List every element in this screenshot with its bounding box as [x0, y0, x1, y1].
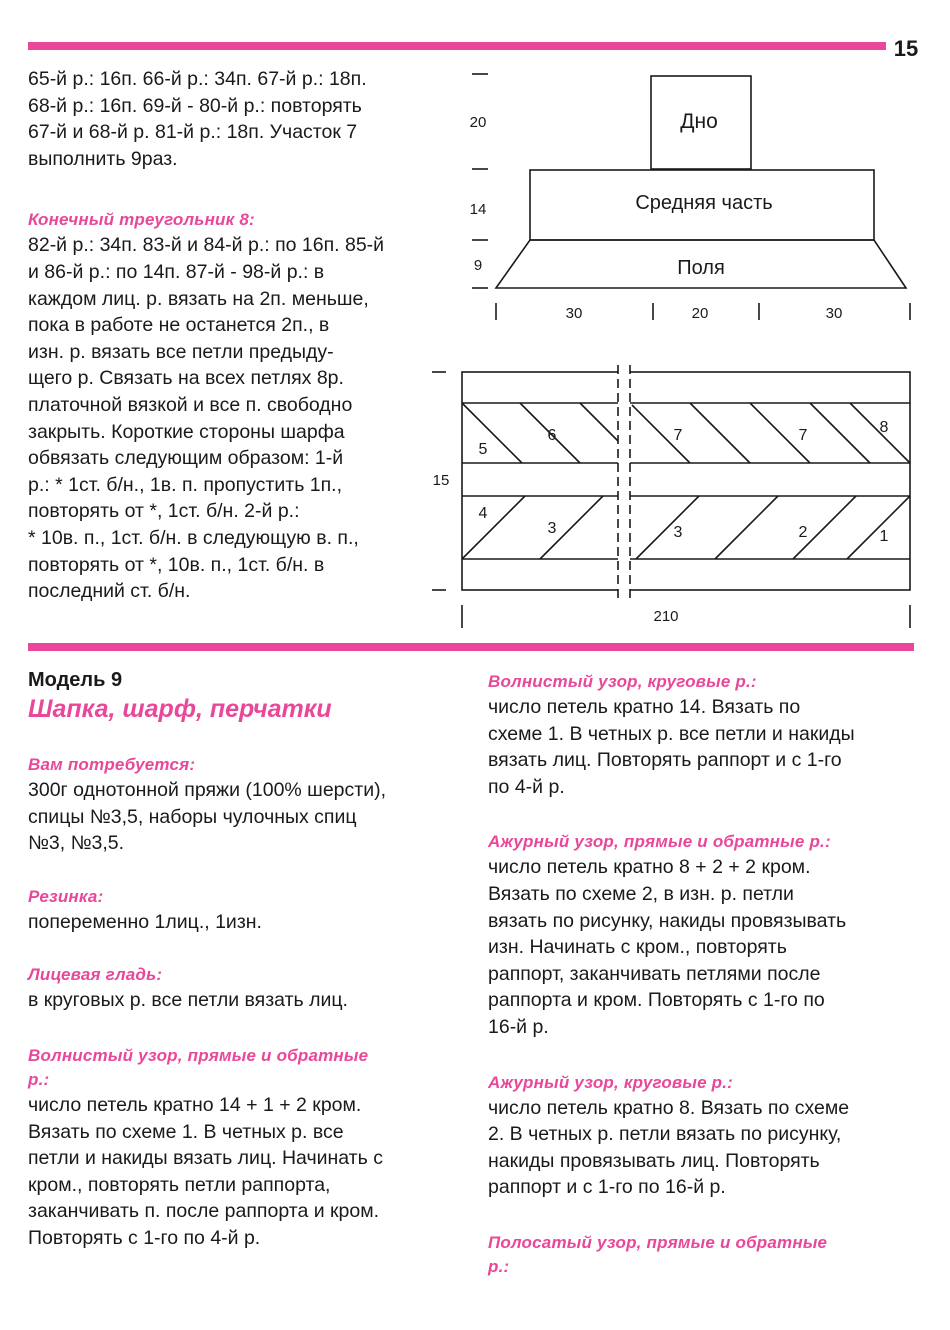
text-line: Вязать по схеме 2, в изн. р. петли	[488, 882, 794, 905]
ribbing-text	[28, 909, 459, 936]
text-line: 16-й р.	[488, 1015, 549, 1038]
text-line: число петель кратно 8. Вязать по схеме	[488, 1096, 850, 1119]
hat-width-label: 20	[691, 305, 709, 322]
text-line: * 10в. п., 1ст. б/н. в следующую в. п.,	[28, 526, 359, 549]
text-line: изн. Начинать с кром., повторять	[488, 936, 787, 959]
scarf-diagonal	[580, 403, 618, 441]
text-line: обвязать следующим образом: 1-й	[28, 447, 344, 470]
text-line: схеме 1. В четных р. все петли и накиды	[488, 722, 855, 745]
text-line: вязать лиц. Повторять раппорт и с 1-го	[488, 749, 842, 772]
scarf-diagonal	[847, 496, 910, 559]
text-line: закрыть. Короткие стороны шарфа	[28, 420, 345, 443]
section-heading-lace-flat: Ажурный узор, прямые и обратные р.:	[488, 832, 831, 852]
text-line: раппорт и с 1-го по 16-й р.	[488, 1176, 726, 1199]
text-line: повторять от *, 1ст. б/н. 2-й р.:	[28, 500, 300, 523]
text-line: 68-й р.: 16п. 69-й - 80-й р.: повторять	[28, 94, 362, 117]
text-line: кром., повторять петли раппорта,	[28, 1173, 331, 1196]
text-line: раппорта и кром. Повторять с 1-го по	[488, 989, 825, 1012]
text-line: 65-й р.: 16п. 66-й р.: 34п. 67-й р.: 18п.	[28, 68, 367, 90]
scarf-section-number: 4	[478, 505, 488, 522]
stockinette-text	[28, 987, 459, 1014]
scarf-diagonal	[810, 403, 870, 463]
text-line: по 4-й р.	[488, 775, 565, 798]
model-title: Шапка, шарф, перчатки	[28, 695, 332, 723]
text-line: Вязать по схеме 1. В четных р. все	[28, 1120, 344, 1143]
scarf-section-number: 7	[798, 427, 808, 444]
materials-text	[28, 777, 459, 857]
text-line: пока в работе не останется 2п., в	[28, 314, 330, 337]
text-line: щего р. Связать на всех петлях 8р.	[28, 367, 344, 390]
text-line: и 86-й р.: по 14п. 87-й - 98-й р.: в	[28, 260, 325, 283]
scarf-section-number: 3	[547, 520, 557, 537]
scarf-section-number: 7	[673, 427, 683, 444]
text-line: каждом лиц. р. вязать на 2п. меньше,	[28, 287, 369, 310]
spacer	[28, 857, 459, 885]
section-heading-striped-flat-cont: р.:	[488, 1256, 510, 1276]
scarf-diagonal	[715, 496, 778, 559]
text-line: число петель кратно 14. Вязать по	[488, 696, 801, 718]
text-line: изн. р. вязать все петли предыду-	[28, 340, 334, 363]
spacer	[488, 1201, 916, 1231]
hat-label-bottom: Дно	[680, 110, 718, 133]
scarf-section-number: 8	[879, 419, 889, 436]
left-text-column	[28, 667, 459, 1252]
model-label: Модель 9	[28, 669, 123, 691]
scarf-diagonal	[462, 496, 525, 559]
section-heading-materials: Вам потребуется:	[28, 755, 196, 774]
wave-round-text	[488, 694, 916, 800]
section-heading-wave-flat: Волнистый узор, прямые и обратные	[28, 1045, 369, 1065]
text-line: число петель кратно 8 + 2 + 2 кром.	[488, 856, 811, 879]
text-line: раппорт, заканчивать петлями после	[488, 962, 821, 985]
hat-schematic	[0, 0, 950, 640]
scarf-section-number: 1	[879, 528, 889, 545]
scarf-outline	[462, 372, 910, 590]
section-heading-wave-round: Волнистый узор, круговые р.:	[488, 672, 757, 691]
lace-flat-text	[488, 854, 916, 1040]
section-heading-ribbing: Резинка:	[28, 886, 104, 906]
wave-flat-text	[28, 1092, 459, 1252]
hat-height-label: 9	[473, 257, 483, 274]
text-line: вязать по рисунку, накиды провязывать	[488, 909, 847, 932]
right-text-column	[488, 670, 916, 1279]
text-line: в круговых р. все петли вязать лиц.	[28, 989, 348, 1012]
text-line: попеременно 1лиц., 1изн.	[28, 910, 262, 933]
scarf-section-number: 5	[478, 441, 488, 458]
spacer	[28, 935, 459, 963]
scarf-diagonal	[636, 496, 699, 559]
hat-width-label: 30	[565, 305, 583, 322]
scarf-section-number: 6	[547, 427, 557, 444]
scarf-section-number: 3	[673, 524, 683, 541]
text-line: 82-й р.: 34п. 83-й и 84-й р.: по 16п. 85-й	[28, 234, 385, 257]
text-line: 300г однотонной пряжи (100% шерсти),	[28, 779, 386, 801]
section-heading-wave-flat-cont: р.:	[28, 1069, 50, 1089]
text-line: платочной вязкой и все п. свободно	[28, 393, 353, 416]
scarf-section-number: 2	[798, 524, 808, 541]
hat-height-label: 14	[469, 201, 487, 218]
scarf-diagonal	[690, 403, 750, 463]
section-heading-final-triangle: Конечный треугольник 8:	[28, 210, 255, 230]
spacer	[488, 1041, 916, 1071]
scarf-width-label: 210	[653, 608, 679, 625]
text-line: 2. В четных р. петли вязать по рисунку,	[488, 1123, 842, 1146]
scarf-break-gap	[618, 365, 630, 598]
hat-height-label: 20	[469, 114, 487, 131]
text-line: выполнить 9раз.	[28, 147, 178, 170]
section-heading-lace-round: Ажурный узор, круговые р.:	[488, 1072, 734, 1092]
text-line: 67-й и 68-й р. 81-й р.: 18п. Участок 7	[28, 121, 358, 144]
hat-label-middle: Средняя часть	[635, 192, 773, 214]
text-line: р.: * 1ст. б/н., 1в. п. пропустить 1п.,	[28, 473, 343, 496]
text-line: петли и накиды вязать лиц. Начинать с	[28, 1147, 383, 1170]
text-line: повторять от *, 10в. п., 1ст. б/н. в	[28, 553, 325, 576]
text-line: №3, №3,5.	[28, 832, 125, 855]
text-line: заканчивать п. после раппорта и кром.	[28, 1200, 380, 1223]
text-line: накиды провязывать лиц. Повторять	[488, 1149, 820, 1172]
text-line: последний ст. б/н.	[28, 580, 191, 603]
scarf-height-label: 15	[432, 472, 450, 489]
hat-width-label: 30	[825, 305, 843, 322]
spacer	[28, 725, 459, 753]
section-heading-striped-flat: Полосатый узор, прямые и обратные	[488, 1232, 828, 1252]
section-heading-stockinette: Лицевая гладь:	[28, 965, 163, 985]
scarf-diagonal	[462, 403, 522, 463]
text-line: Повторять с 1-го по 4-й р.	[28, 1226, 261, 1249]
middle-pink-rule	[28, 643, 914, 651]
text-line: число петель кратно 14 + 1 + 2 кром.	[28, 1093, 362, 1116]
spacer	[488, 800, 916, 830]
text-line: спицы №3,5, наборы чулочных спиц	[28, 805, 357, 828]
spacer	[28, 1014, 459, 1044]
page-number: 15	[893, 36, 919, 61]
hat-label-brim: Поля	[677, 257, 725, 279]
lace-round-text	[488, 1095, 916, 1201]
